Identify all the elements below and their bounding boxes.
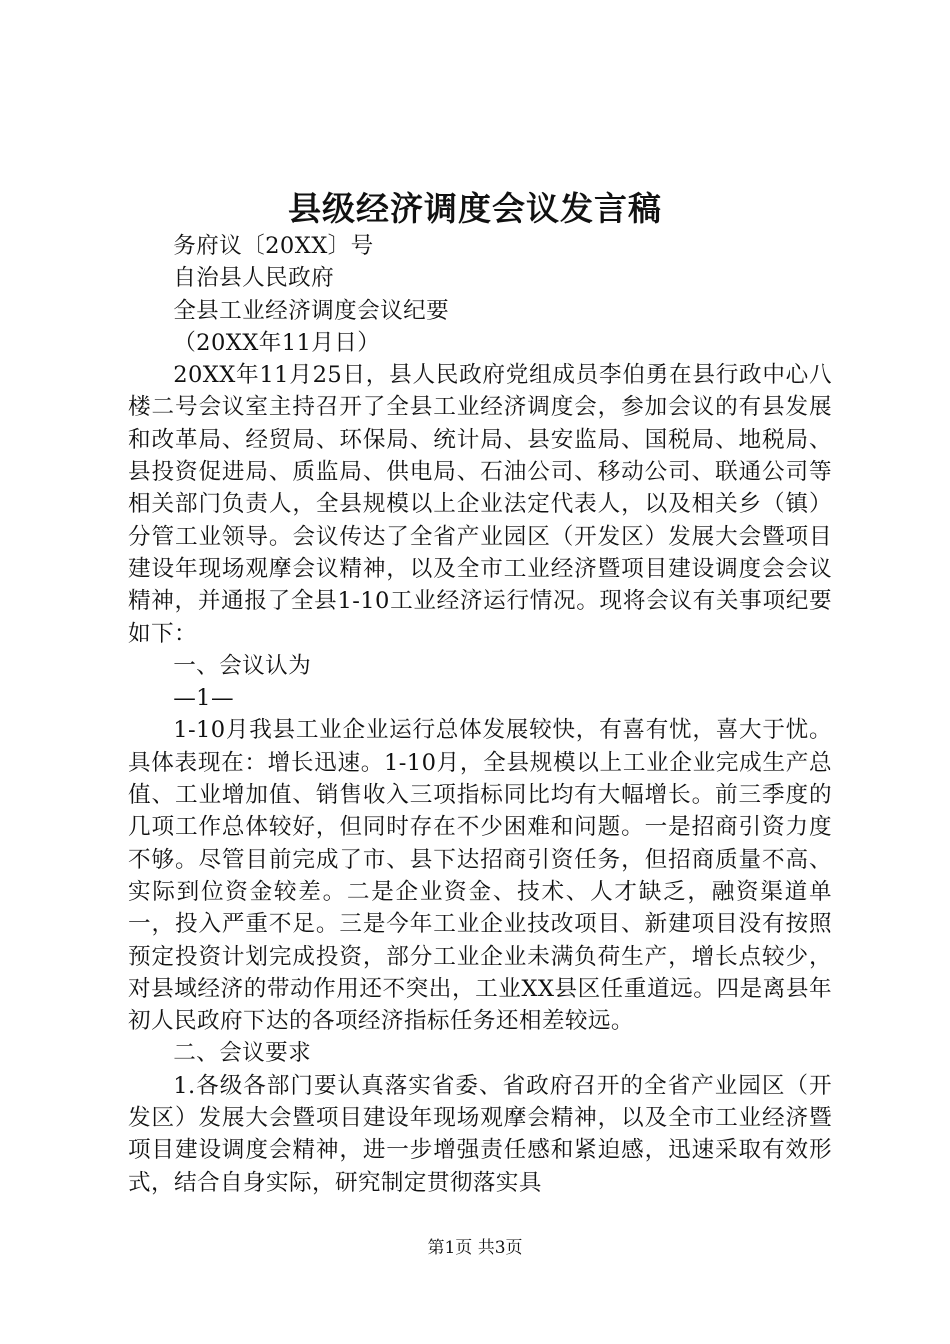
section-heading: 二、会议要求 — [173, 1040, 312, 1067]
issuer-line: 自治县人民政府 — [173, 265, 335, 292]
inline-page-marker: —1— — [173, 685, 234, 712]
paragraph: 20XX年11月25日，县人民政府党组成员李伯勇在县行政中心八楼二号会议室主持召开了全县工业经济调度会，参加会议的有县发展和改革局、经贸局、环保局、统计局、县安监局、国税局、地税局、县投资促进局、质监局、供电局、石油公司、移动公司、联通公司等相关部门负责人，全县规模以上企业法定代表人，以及相关乡（镇）分管工业领导。会议传达了全省产业园区（开发区）发展大会暨项目建设年现场观摩会议精神，以及全市工业经济暨项目建设调度会会议精神，并通报了全县1-10工业经济运行情况。现将会议有关事项纪要如下： — [128, 362, 832, 647]
date-line: （20XX年11月日） — [173, 329, 381, 356]
paragraph: 1-10月我县工业企业运行总体发展较快，有喜有忧，喜大于忧。具体表现在：增长迅速。1-10月，全县规模以上工业企业完成生产总值、工业增加值、销售收入三项指标同比均有大幅增长。前三季度的几项工作总体较好，但同时存在不少困难和问题。一是招商引资力度不够。尽管目前完成了市、县下达招商引资任务，但招商质量不高、实际到位资金较差。二是企业资金、技术、人才缺乏，融资渠道单一，投入严重不足。三是今年工业企业技改项目、新建项目没有按照预定投资计划完成投资，部分工业企业未满负荷生产，增长点较少，对县域经济的带动作用还不突出，工业XX县区任重道远。四是离县年初人民政府下达的各项经济指标任务还相差较远。 — [128, 717, 832, 1035]
minutes-title-line: 全县工业经济调度会议纪要 — [173, 297, 450, 324]
page-footer: 第1页 共3页 — [427, 1238, 523, 1258]
document-title: 县级经济调度会议发言稿 — [288, 189, 662, 228]
document-number-line: 务府议〔20XX〕号 — [173, 233, 374, 259]
document-body — [128, 230, 832, 1199]
paragraph: 1.各级各部门要认真落实省委、省政府召开的全省产业园区（开发区）发展大会暨项目建设年现场观摩会精神，以及全市工业经济暨项目建设调度会精神，进一步增强责任感和紧迫感，迅速采取有效形式，结合自身实际，研究制定贯彻落实具 — [128, 1072, 832, 1196]
section-heading: 一、会议认为 — [173, 652, 312, 679]
